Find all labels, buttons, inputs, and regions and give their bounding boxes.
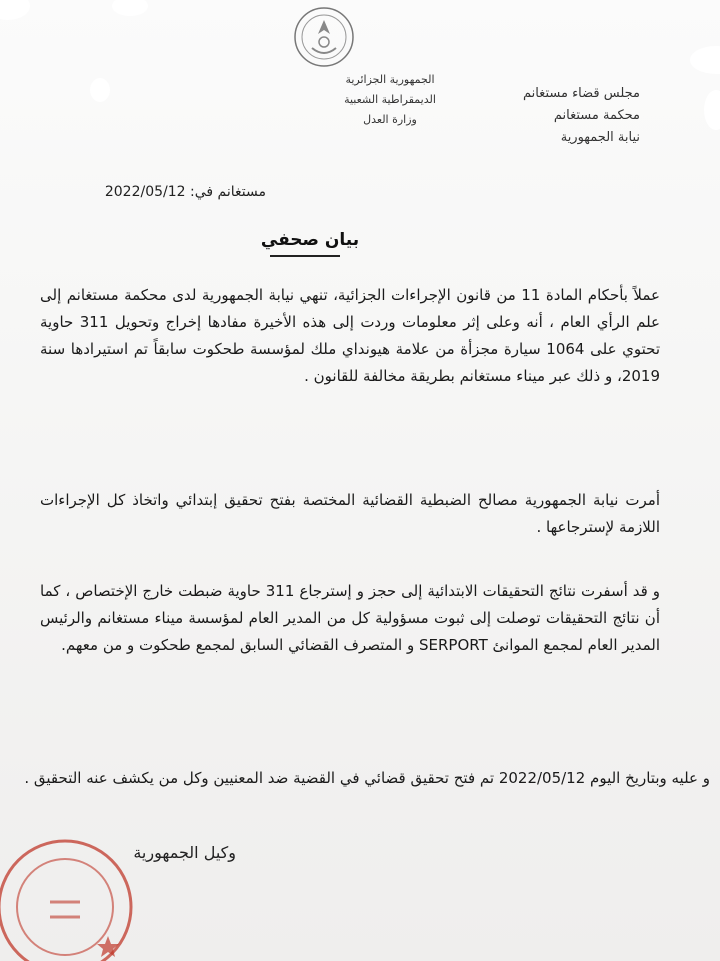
court-line: محكمة مستغانم xyxy=(553,108,640,123)
page-title: بيان صحفي xyxy=(260,230,360,250)
title-underline xyxy=(270,255,340,257)
ministry-line: وزارة العدل xyxy=(363,113,417,126)
ministry-header xyxy=(330,70,450,130)
paragraph-1: عملاً بأحكام المادة 11 من قانون الإجراءات الجزائية، تنهي نيابة الجمهورية لدى محكمة مستغانم إلى علم الرأي العام ، أنه وعلى إثر معلومات وردت إلى هذه الأخيرة مفادها إخراج وتحويل 311 حاوية تحتوي على 1064 سيارة مجزأة من علامة هيونداي ملك لمؤسسة طحكوت سابقاً تم استيرادها سنة 2019، و ذلك عبر ميناء مستغانم بطريقة مخالفة للقانون . xyxy=(40,286,661,385)
date-line: مستغانم في: 2022/05/12 xyxy=(104,184,266,200)
paragraph-3: و قد أسفرت نتائج التحقيقات الابتدائية إلى حجز و إسترجاع 311 حاوية ضبطت خارج الإختصاص ، كما أن نتائج التحقيقات توصلت إلى ثبوت مسؤولية كل من المدير العام لمؤسسة ميناء مستغانم والرئيس المدير العام لمجمع الموانئ SERPORT و المتصرف القضائي السابق لمجمع طحكوت و من معهم. xyxy=(40,582,660,654)
court-header xyxy=(490,83,640,149)
signature-title: وكيل الجمهورية xyxy=(133,843,236,862)
court-stamp-icon xyxy=(0,832,140,961)
council-line: مجلس قضاء مستغانم xyxy=(522,86,640,101)
prosecution-line: نيابة الجمهورية xyxy=(560,130,640,145)
paragraph-2: أمرت نيابة الجمهورية مصالح الضبطية القضائية المختصة بفتح تحقيق إبتدائي واتخاذ كل الإجراءات اللازمة لإسترجاعها . xyxy=(40,491,660,536)
republic-line: الجمهورية الجزائرية الديمقراطية الشعبية xyxy=(344,73,436,106)
paragraph-4: و عليه وبتاريخ اليوم 2022/05/12 تم فتح تحقيق قضائي في القضية ضد المعنيين وكل من يكشف عنه التحقيق . xyxy=(24,769,710,787)
state-emblem-icon xyxy=(284,4,364,70)
